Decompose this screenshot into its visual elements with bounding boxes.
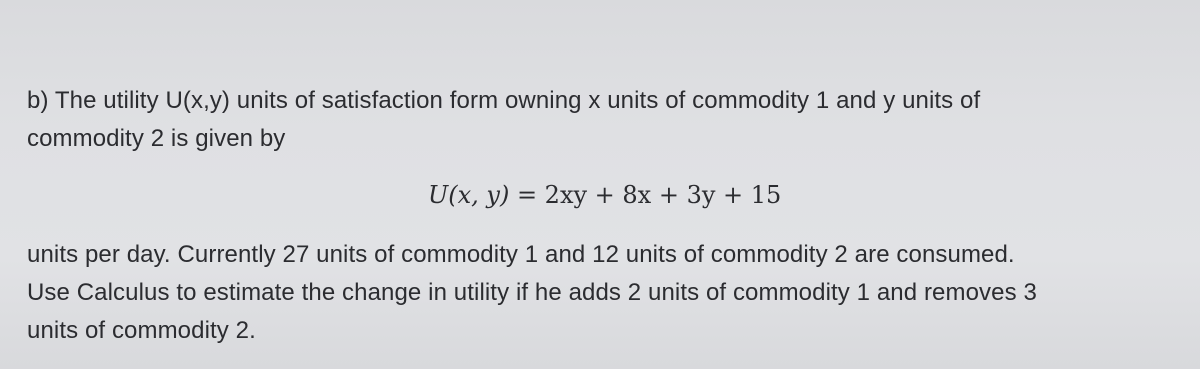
equation-rhs: = 2xy + 8x + 3y + 15 xyxy=(509,181,782,209)
equation-lhs: U(x, y) xyxy=(428,181,510,209)
body-line-2: Use Calculus to estimate the change in utility if he adds 2 units of commodity 1 and removes 3 xyxy=(27,279,1037,306)
intro-line-1: b) The utility U(x,y) units of satisfaction form owning x units of commodity 1 and y units of xyxy=(27,87,981,114)
problem-intro xyxy=(27,82,1177,158)
intro-line-2: commodity 2 is given by xyxy=(27,125,286,152)
problem-body xyxy=(27,236,1187,350)
utility-equation xyxy=(428,176,781,214)
body-line-1: units per day. Currently 27 units of commodity 1 and 12 units of commodity 2 are consumed. xyxy=(27,241,1015,268)
body-line-3: units of commodity 2. xyxy=(27,317,256,344)
